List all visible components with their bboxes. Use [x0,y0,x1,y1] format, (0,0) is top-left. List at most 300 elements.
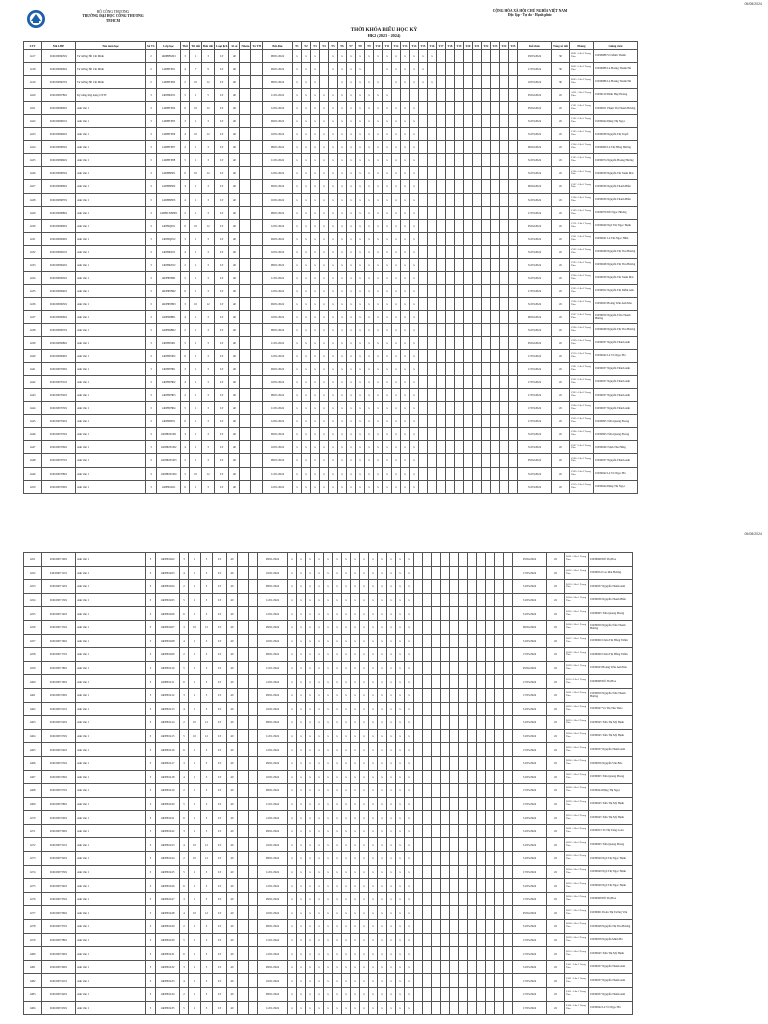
week-mark-cell: x [373,258,382,271]
week-mark-cell: x [301,428,310,441]
week-mark-cell: x [342,838,351,852]
week-mark-cell [432,865,441,879]
week-mark-cell [463,167,472,180]
cell-tu: 7 [190,63,202,76]
cell-tc: 3 [146,363,157,376]
week-mark-cell: x [319,271,328,284]
week-mark-cell: x [364,271,373,284]
cell-bd: 08/01/2024 [258,852,288,866]
cell-den: 3 [201,688,213,702]
cell-kt: 17/03/2024 [513,1001,547,1015]
week-mark-cell [423,607,432,621]
cell-ss: 40 [227,729,238,743]
cell-thu: 2 [180,784,189,798]
week-mark-cell: x [297,947,306,961]
week-mark-cell: x [364,284,373,297]
cell-nhom [240,454,251,467]
cell-stt: 1423 [24,128,42,141]
cell-nhom [240,441,251,454]
week-mark-cell [504,593,513,607]
cell-tc: 3 [146,743,156,757]
cell-to [249,648,258,662]
week-mark-cell [432,947,441,961]
week-mark-cell [459,593,468,607]
week-mark-cell [468,824,477,838]
cell-tc: 3 [146,865,156,879]
week-mark-cell: x [378,661,387,675]
week-mark-cell: x [292,102,301,115]
cell-kt: 17/03/2024 [517,206,551,219]
cell-mon: Anh văn 1 [76,258,146,271]
week-mark-cell [508,389,517,402]
table-row [24,219,638,232]
cell-tc: 3 [146,688,156,702]
cell-den: 3 [202,363,215,376]
cell-tong: 45 [551,363,569,376]
week-mark-cell: x [351,566,360,580]
week-mark-cell [490,219,499,232]
cell-lop: 14DHCK21 [156,811,180,825]
week-mark-cell: x [378,553,387,567]
cell-tu: 1 [190,206,202,219]
cell-to [251,115,263,128]
cell-den: 3 [201,879,213,893]
cell-bd: 08/01/2024 [258,648,288,662]
week-mark-cell [508,206,517,219]
cell-ph: C304 - Lầu 3 Trọng Tâm [569,402,593,415]
cell-nhom [240,141,251,154]
week-mark-cell [490,102,499,115]
week-mark-cell: x [328,428,337,441]
week-mark-cell: x [351,661,360,675]
cell-gv: 01030054 Cao Mai Hương [589,566,633,580]
cell-ss: 40 [229,415,240,428]
cell-lop: 14DHCK32 [156,960,180,974]
week-mark-cell: x [391,402,400,415]
week-mark-cell [486,593,495,607]
week-mark-cell [504,838,513,852]
table-row [24,363,638,376]
cell-ph: C208 - Lầu 2 Trọng Tâm [569,323,593,336]
cell-to [249,906,258,920]
week-mark-cell: x [306,960,315,974]
cell-to [251,193,263,206]
cell-bd: 11/01/2024 [262,154,292,167]
column-header: T16 [429,43,435,48]
week-mark-cell: x [337,376,346,389]
cell-tong: 45 [547,906,565,920]
week-mark-cell [486,879,495,893]
cell-stt: 1456 [24,620,42,634]
week-mark-cell: x [292,167,301,180]
week-mark-cell: x [297,852,306,866]
week-mark-cell: x [324,824,333,838]
week-mark-cell [436,428,445,441]
cell-to [251,297,263,310]
cell-ma: 010100069901 [42,350,76,363]
week-mark-cell [445,337,454,350]
week-mark-cell: x [427,50,436,63]
week-mark-cell [432,648,441,662]
cell-den: 3 [202,428,215,441]
cell-den: 3 [201,593,213,607]
week-mark-cell [414,607,423,621]
week-mark-cell [441,797,450,811]
week-mark-cell [423,702,432,716]
week-mark-cell: x [409,441,418,454]
week-mark-cell [495,892,504,906]
week-mark-cell: x [360,648,369,662]
week-mark-cell: x [342,620,351,634]
week-mark-cell: x [364,441,373,454]
cell-nhom [238,716,249,730]
week-mark-cell: x [382,193,391,206]
table-row [24,634,633,648]
week-mark-cell: x [319,128,328,141]
week-mark-cell: x [351,553,360,567]
cell-lop: 14DHCK22 [156,824,180,838]
cell-ma: 010100069801 [42,337,76,350]
cell-stt: 1438 [24,323,42,336]
week-mark-cell: x [351,974,360,988]
cell-thu: 2 [181,76,190,89]
week-mark-cell [463,232,472,245]
cell-tu: 1 [189,688,201,702]
week-mark-cell: x [301,402,310,415]
week-mark-cell [423,770,432,784]
week-mark-cell: x [342,824,351,838]
cell-ss: 40 [227,1001,238,1015]
school-header [58,10,168,23]
cell-ph: D307 - Lầu 3 Trọng Tâm [565,906,589,920]
cell-to [249,852,258,866]
cell-ss: 40 [229,63,240,76]
column-header: T25 [510,43,516,48]
week-mark-cell: x [346,284,355,297]
cell-tong: 45 [551,102,569,115]
week-mark-cell: x [328,389,337,402]
week-mark-cell: x [333,756,342,770]
cell-bd: 10/01/2024 [262,441,292,454]
cell-loai: LT [213,947,227,961]
week-mark-cell [445,232,454,245]
cell-ph: D207 - Lầu 2 Trọng Tâm [565,770,589,784]
cell-nhom [240,219,251,232]
week-mark-cell: x [400,232,409,245]
cell-ma: 010100070901 [42,480,76,493]
week-mark-cell [328,76,337,89]
cell-gv: 01030060 Châu Thị Hồng Thắm [589,634,633,648]
week-mark-cell [414,743,423,757]
week-mark-cell: x [292,245,301,258]
week-mark-cell: x [396,620,405,634]
cell-tc: 3 [146,729,156,743]
week-mark-cell: x [288,593,297,607]
cell-ph: C303 - Lầu 3 Trọng Tâm [569,389,593,402]
week-mark-cell: x [288,729,297,743]
cell-ss: 40 [227,920,238,934]
week-mark-cell: x [405,716,414,730]
cell-thu: 5 [180,1001,189,1015]
week-mark-cell [454,89,463,102]
cell-gv: 01030049 Ngô Thị Ngọc Hạnh [589,852,633,866]
week-mark-cell [481,467,490,480]
week-mark-cell: x [301,284,310,297]
week-mark-cell: x [292,154,301,167]
cell-ph: D305 - Lầu 3 Trọng Tâm [565,879,589,893]
week-mark-cell [423,661,432,675]
cell-tong: 45 [551,402,569,415]
week-mark-cell [414,566,423,580]
week-mark-cell [495,852,504,866]
cell-stt: 1436 [24,297,42,310]
week-mark-cell: x [319,415,328,428]
week-mark-cell [436,310,445,323]
week-mark-cell: x [378,580,387,594]
week-mark-cell: x [342,865,351,879]
week-mark-cell [441,607,450,621]
cell-to [251,310,263,323]
week-mark-cell: x [310,297,319,310]
cell-loai: LT [213,920,227,934]
table-row [24,974,633,988]
cell-tc: 3 [146,467,157,480]
week-mark-cell [418,467,427,480]
cell-lop: 14DHTP06 [157,128,181,141]
week-mark-cell [436,337,445,350]
cell-to [249,607,258,621]
week-mark-cell: x [306,661,315,675]
week-mark-cell: x [351,784,360,798]
week-mark-cell [472,115,481,128]
cell-ma: 010100069501 [42,297,76,310]
cell-kt: 06/04/2024 [517,141,551,154]
week-mark-cell [436,363,445,376]
week-mark-cell: x [333,879,342,893]
cell-kt: 31/03/2024 [517,115,551,128]
cell-ma: 010100071301 [42,593,76,607]
week-mark-cell: x [301,180,310,193]
week-mark-cell [423,920,432,934]
week-mark-cell: x [369,634,378,648]
week-mark-cell [481,323,490,336]
cell-nhom [240,115,251,128]
cell-den: 9 [202,63,215,76]
week-mark-cell: x [382,363,391,376]
cell-ph: C210 - Lầu 2 Trọng Tâm [569,350,593,363]
week-mark-cell: x [351,852,360,866]
cell-loai: LT [213,607,227,621]
week-mark-cell [490,297,499,310]
week-mark-cell: x [396,648,405,662]
week-mark-cell: x [409,258,418,271]
week-mark-cell: x [328,219,337,232]
cell-kt: 31/03/2024 [517,480,551,493]
week-mark-cell: x [364,389,373,402]
cell-ma: 010100073601 [42,906,76,920]
week-mark-cell [481,454,490,467]
cell-tu: 10 [189,852,201,866]
week-mark-cell [486,947,495,961]
week-mark-cell: x [297,988,306,1002]
week-mark-cell [423,593,432,607]
week-mark-cell [459,865,468,879]
week-mark-cell [414,960,423,974]
cell-ma: 010100066501 [42,50,76,63]
week-mark-cell [486,797,495,811]
week-mark-cell: x [382,480,391,493]
week-mark-cell [454,402,463,415]
week-mark-cell [436,402,445,415]
cell-tu: 1 [190,232,202,245]
cell-tong: 45 [551,115,569,128]
week-mark-cell: x [400,193,409,206]
week-mark-cell [445,89,454,102]
cell-stt: 1449 [24,467,42,480]
cell-tu: 10 [190,219,202,232]
week-mark-cell [450,797,459,811]
week-mark-cell: x [319,154,328,167]
week-mark-cell: x [297,960,306,974]
week-mark-cell [459,892,468,906]
cell-to [251,271,263,284]
cell-gv: 01030049 Ngô Thị Ngọc Hạnh [593,219,637,232]
cell-stt: 1450 [24,480,42,493]
week-mark-cell: x [288,566,297,580]
week-mark-cell [508,154,517,167]
week-mark-cell [463,402,472,415]
cell-tc: 3 [146,89,157,102]
cell-nhom [240,467,251,480]
week-mark-cell: x [301,141,310,154]
cell-stt: 1473 [24,852,42,866]
week-mark-cell: x [315,593,324,607]
week-mark-cell [414,729,423,743]
week-mark-cell: x [405,838,414,852]
week-mark-cell: x [360,811,369,825]
week-mark-cell: x [292,284,301,297]
cell-gv: 01030065 Trần Quang Phong [589,770,633,784]
week-mark-cell: x [301,167,310,180]
week-mark-cell [427,63,436,76]
cell-gv: 01030045 Trần Thị Mỹ Hạnh [589,797,633,811]
week-mark-cell: x [373,363,382,376]
column-header: Phòng [569,42,593,50]
week-mark-cell: x [409,271,418,284]
cell-kt: 17/03/2024 [513,743,547,757]
week-mark-cell: x [405,811,414,825]
week-mark-cell: x [324,743,333,757]
cell-kt: 31/03/2024 [513,879,547,893]
week-mark-cell: x [373,350,382,363]
cell-kt: 31/03/2024 [517,271,551,284]
cell-lop: 14DHCK08 [156,634,180,648]
week-mark-cell [490,128,499,141]
week-mark-cell: x [306,852,315,866]
week-mark-cell [427,323,436,336]
cell-gv: 01030036 Nguyễn Thanh Hiền [593,193,637,206]
week-mark-cell: x [373,102,382,115]
table-row [24,402,638,415]
week-mark-cell [490,350,499,363]
cell-ma: 010100070401 [42,415,76,428]
table-row [24,102,638,115]
week-mark-cell [486,580,495,594]
week-mark-cell [432,797,441,811]
week-mark-cell [436,141,445,154]
cell-tc: 3 [146,960,156,974]
week-mark-cell: x [405,933,414,947]
cell-to [249,688,258,702]
cell-ph: C205 - Lầu 2 Trọng Tâm [569,284,593,297]
cell-stt: 1425 [24,154,42,167]
week-mark-cell: x [373,180,382,193]
week-mark-cell: x [351,797,360,811]
week-mark-cell: x [315,947,324,961]
week-mark-cell [432,1001,441,1015]
week-mark-cell: x [369,906,378,920]
week-mark-cell [445,154,454,167]
week-mark-cell [441,960,450,974]
cell-tong: 45 [551,389,569,402]
cell-tc: 3 [146,620,156,634]
week-mark-cell: x [360,702,369,716]
week-mark-cell [450,988,459,1002]
week-mark-cell [508,232,517,245]
week-mark-cell: x [297,824,306,838]
week-mark-cell [445,115,454,128]
week-mark-cell: x [364,128,373,141]
week-mark-cell: x [391,310,400,323]
cell-thu: 5 [180,933,189,947]
cell-ph: D309 - Lầu 3 Trọng Tâm [565,933,589,947]
week-mark-cell: x [382,180,391,193]
week-mark-cell [454,467,463,480]
week-mark-cell: x [292,206,301,219]
cell-ph: D108 - Lầu 1 Trọng Tâm [565,648,589,662]
week-mark-cell: x [355,141,364,154]
week-mark-cell: x [297,566,306,580]
week-mark-cell: x [378,702,387,716]
cell-to [249,892,258,906]
week-mark-cell [427,102,436,115]
cell-ma: 010100074001 [42,960,76,974]
week-mark-cell [432,933,441,947]
cell-gv: 01030048 Nguyễn Thị Thu Hương [589,920,633,934]
week-mark-cell: x [387,634,396,648]
cell-ss: 40 [229,167,240,180]
week-mark-cell: x [409,480,418,493]
cell-nhom [238,879,249,893]
week-mark-cell: x [378,688,387,702]
cell-ss: 40 [229,258,240,271]
cell-tong: 45 [551,415,569,428]
week-mark-cell: x [364,350,373,363]
cell-mon: Anh văn 1 [76,702,146,716]
cell-lop: 14DHCK31 [156,947,180,961]
week-mark-cell [432,607,441,621]
week-mark-cell [459,580,468,594]
table-row [24,206,638,219]
week-mark-cell [450,675,459,689]
week-mark-cell: x [373,232,382,245]
cell-den: 12 [201,729,213,743]
cell-to [249,960,258,974]
column-header: Bắt đầu [262,42,292,50]
week-mark-cell [477,648,486,662]
cell-ss: 40 [227,770,238,784]
week-mark-cell: x [373,284,382,297]
